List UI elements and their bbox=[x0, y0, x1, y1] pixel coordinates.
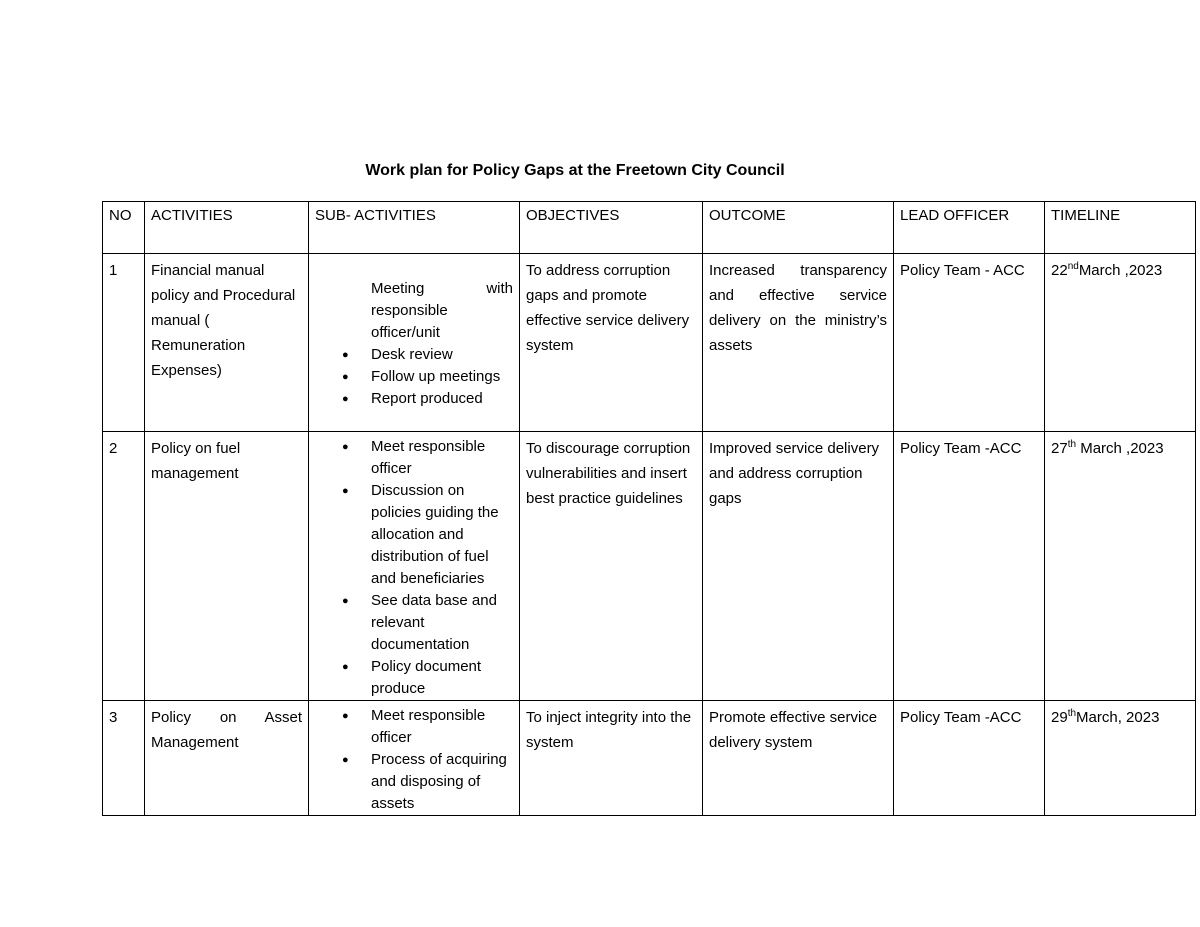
sub-activities-list bbox=[315, 258, 513, 410]
objective-cell: To inject integrity into the system bbox=[520, 701, 703, 816]
column-header-objectives: OBJECTIVES bbox=[520, 202, 703, 254]
sub-activity-item: ● Discussion on policies guiding the allocation and distribution of fuel and beneficiaries bbox=[371, 480, 513, 590]
table-row bbox=[103, 701, 1196, 816]
row-number: 3 bbox=[103, 701, 145, 816]
sub-activities-cell bbox=[309, 432, 520, 701]
activity-cell: Financial manual policy and Procedural manual ( Remuneration Expenses) bbox=[145, 254, 309, 432]
outcome-cell: Promote effective service delivery system bbox=[703, 701, 894, 816]
sub-activity-item: ● Desk review bbox=[371, 344, 513, 366]
row-number: 2 bbox=[103, 432, 145, 701]
activity-cell: Policy on fuel management bbox=[145, 432, 309, 701]
lead-officer-cell: Policy Team - ACC bbox=[894, 254, 1045, 432]
timeline-cell: 22ndMarch ,2023 bbox=[1045, 254, 1196, 432]
sub-activities-cell bbox=[309, 701, 520, 816]
lead-officer-cell: Policy Team -ACC bbox=[894, 701, 1045, 816]
sub-activities-cell bbox=[309, 254, 520, 432]
outcome-cell: Improved service delivery and address corruption gaps bbox=[703, 432, 894, 701]
sub-activity-item: ● See data base and relevant documentation bbox=[371, 590, 513, 656]
column-header-timeline: TIMELINE bbox=[1045, 202, 1196, 254]
sub-activities-list bbox=[315, 705, 513, 815]
activity-cell: Policy on Asset Management bbox=[145, 701, 309, 816]
timeline-cell: 29thMarch, 2023 bbox=[1045, 701, 1196, 816]
objective-cell: To address corruption gaps and promote effective service delivery system bbox=[520, 254, 703, 432]
sub-activity-item: Meeting with responsible officer/unit bbox=[371, 280, 513, 341]
table-header-row bbox=[103, 202, 1196, 254]
table-row bbox=[103, 254, 1196, 432]
page-title: Work plan for Policy Gaps at the Freetown City Council bbox=[365, 162, 785, 179]
column-header-sub-activities: SUB- ACTIVITIES bbox=[309, 202, 520, 254]
lead-officer-cell: Policy Team -ACC bbox=[894, 432, 1045, 701]
work-plan-table bbox=[102, 201, 1196, 816]
sub-activity-item: ● Meet responsible officer bbox=[371, 705, 513, 749]
column-header-outcome: OUTCOME bbox=[703, 202, 894, 254]
sub-activity-item: ● Follow up meetings bbox=[371, 366, 513, 388]
column-header-lead-officer: LEAD OFFICER bbox=[894, 202, 1045, 254]
sub-activities-list bbox=[315, 436, 513, 700]
column-header-activities: ACTIVITIES bbox=[145, 202, 309, 254]
sub-activity-item: ● Policy document produce bbox=[371, 656, 513, 700]
outcome-cell: Increased transparency and effective service delivery on the ministry’s assets bbox=[703, 254, 894, 432]
objective-cell: To discourage corruption vulnerabilities and insert best practice guidelines bbox=[520, 432, 703, 701]
sub-activity-item: ● Process of acquiring and disposing of assets bbox=[371, 749, 513, 815]
sub-activity-item: ● Meet responsible officer bbox=[371, 436, 513, 480]
column-header-no: NO bbox=[103, 202, 145, 254]
table-row bbox=[103, 432, 1196, 701]
row-number: 1 bbox=[103, 254, 145, 432]
timeline-cell: 27th March ,2023 bbox=[1045, 432, 1196, 701]
sub-activity-item: ● Report produced bbox=[371, 388, 513, 410]
